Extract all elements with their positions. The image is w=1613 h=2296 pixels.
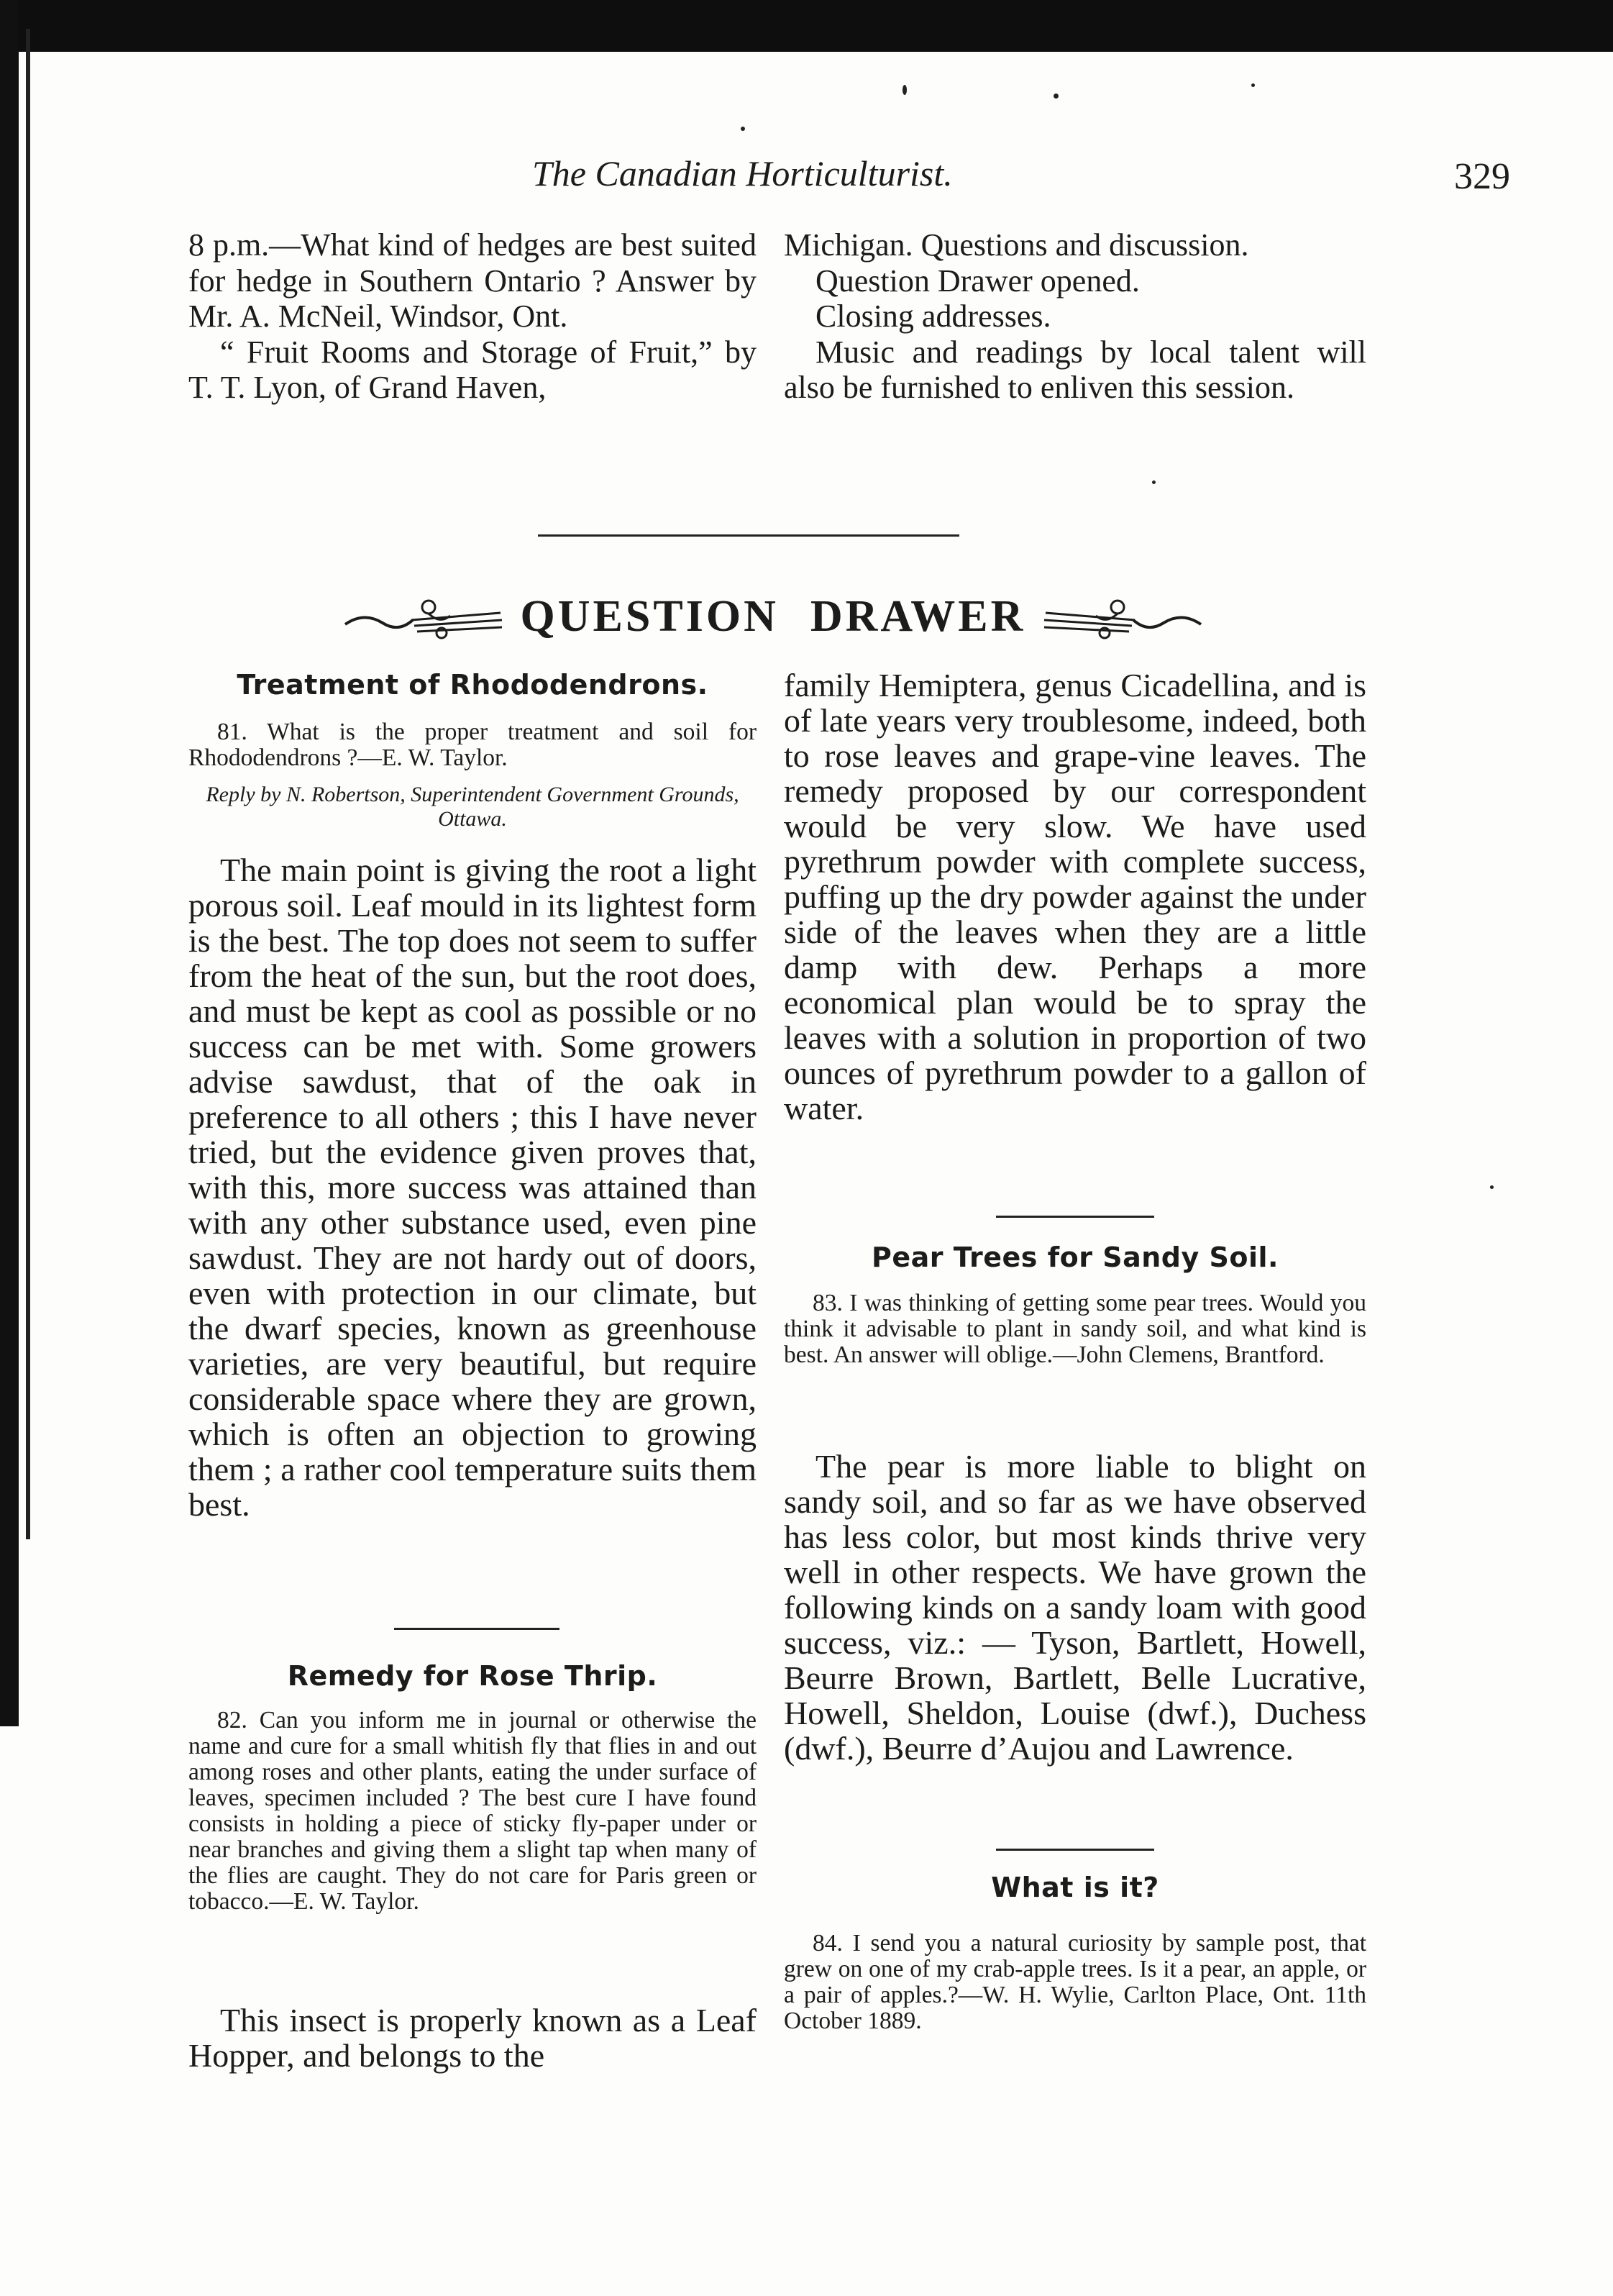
programme-left-column — [188, 227, 757, 406]
q83-question: 83. I was thinking of getting some pear trees. Would you think it advisable to plant in sandy soil, and what kind is best. An answer will oblige.—John Clemens, Brantford. — [784, 1290, 1366, 1368]
running-head — [532, 152, 1510, 203]
journal-title: The Canadian Horticulturist. — [532, 153, 953, 193]
q82-answer-start-block — [188, 2003, 757, 2073]
question-divider-rule — [996, 1216, 1154, 1218]
scan-edge-top — [0, 0, 1613, 52]
q82-answer-continued: family Hemiptera, genus Cicadellina, and is of late years very troublesome, indeed, both to rose leaves and grape-vine leaves. The remedy proposed by our correspondent would be very slow. We have used pyrethrum powder with complete success, puffing up the dry powder against the under side of the leaves when they are a little damp with dew. Perhaps a more economical plan would be to spray the leaves with a solution in proportion of two ounces of pyrethrum powder to a gallon of water. — [784, 667, 1366, 1126]
q82-heading: Remedy for Rose Thrip. — [287, 1660, 658, 1692]
q81-answer-block — [188, 852, 757, 1522]
q81-heading: Treatment of Rhododendrons. — [237, 669, 708, 701]
programme-line: Music and readings by local talent will also be furnished to enliven this session. — [784, 334, 1366, 405]
q81-reply-by: Reply by N. Robertson, Superintendent Government Grounds, Ottawa. — [206, 783, 739, 831]
flourish-right-ornament — [1038, 591, 1204, 642]
programme-item-hedges: 8 p.m.—What kind of hedges are best suited for hedge in Southern Ontario ? Answer by Mr. A. McNeil, Windsor, Ont. — [188, 227, 757, 334]
question-divider-rule — [996, 1849, 1154, 1851]
section-title-question-drawer — [291, 584, 1255, 649]
question-divider-rule — [394, 1628, 559, 1630]
programme-line: Michigan. Questions and discussion. — [784, 227, 1249, 263]
flourish-left-ornament — [342, 591, 508, 642]
programme-item-fruit-rooms: “ Fruit Rooms and Storage of Fruit,” by T. T. Lyon, of Grand Haven, — [188, 334, 757, 405]
q81-answer: The main point is giving the root a light porous soil. Leaf mould in its lightest form is the best. The top does not seem to suffer from the heat of the sun, but the root does, and must be kept as cool as possible or no success can be met with. Some growers advise sawdust, that of the oak in preference to all others ; this I have never tried, but the evidence given proves that, with this, more success was attained than with any other substance used, even pine sawdust. They are not hardy out of doors, even with protection in our climate, but the dwarf species, known as greenhouse varieties, are very beautiful, but require considerable space where they are grown, which is often an objection to growing them ; a rather cool temperature suits them best. — [188, 852, 757, 1523]
scan-speck — [1054, 94, 1059, 99]
q84-question: 84. I send you a natural curiosity by sample post, that grew on one of my crab-apple trees. Is it a pear, an apple, or a pair of apples.?—W. H. Wylie, Carlton Place, Ont. 11th October 1889. — [784, 1930, 1366, 2034]
scan-speck — [1152, 480, 1156, 484]
q83-answer-block — [784, 1449, 1366, 1766]
section-title-word-drawer: DRAWER — [810, 591, 1026, 641]
scan-speck — [903, 85, 907, 95]
section-divider-rule — [538, 534, 959, 537]
scan-edge-left-inner — [26, 29, 30, 1539]
q84-heading: What is it? — [991, 1872, 1159, 1903]
scan-edge-left — [0, 0, 19, 1726]
programme-right-column — [784, 227, 1366, 406]
programme-line: Question Drawer opened. — [815, 263, 1140, 299]
q81-question-block — [188, 719, 757, 771]
q83-answer: The pear is more liable to blight on sandy soil, and so far as we have observed has less color, but most kinds thrive very well in other respects. We have grown the following kinds on a sandy loam with good success, viz.: — Tyson, Bartlett, Howell, Beurre Brown, Bartlett, Belle Lucrative, Howell, Sheldon, Louise (dwf.), Duchess (dwf.), Beurre d’Aujou and Lawrence. — [784, 1448, 1366, 1767]
scan-speck — [741, 127, 745, 131]
q82-answer-start: This insect is properly known as a Leaf Hopper, and belongs to the — [188, 2002, 757, 2074]
page-number: 329 — [1454, 156, 1510, 197]
q84-question-block — [784, 1931, 1366, 2034]
q81-question: 81. What is the proper treatment and soil for Rhododendrons ?—E. W. Taylor. — [188, 719, 757, 771]
section-title-word-question: QUESTION — [520, 591, 779, 641]
q82-answer-continued-block — [784, 668, 1366, 1126]
programme-line: Closing addresses. — [815, 299, 1051, 334]
q83-heading: Pear Trees for Sandy Soil. — [872, 1242, 1279, 1273]
scan-speck — [1251, 83, 1255, 87]
q81-reply-credit — [203, 783, 742, 832]
q83-question-block — [784, 1290, 1366, 1368]
scan-speck — [1490, 1185, 1494, 1189]
q82-question: 82. Can you inform me in journal or otherwise the name and cure for a small whitish fly that flies in and out among roses and other plants, eating the under surface of leaves, specimen included ? The best cure I have found consists in holding a piece of sticky fly-paper under or near branches and giving them a slight tap when many of the flies are caught. They do not care for Paris green or tobacco.—E. W. Taylor. — [188, 1707, 757, 1915]
q82-question-block — [188, 1708, 757, 1915]
